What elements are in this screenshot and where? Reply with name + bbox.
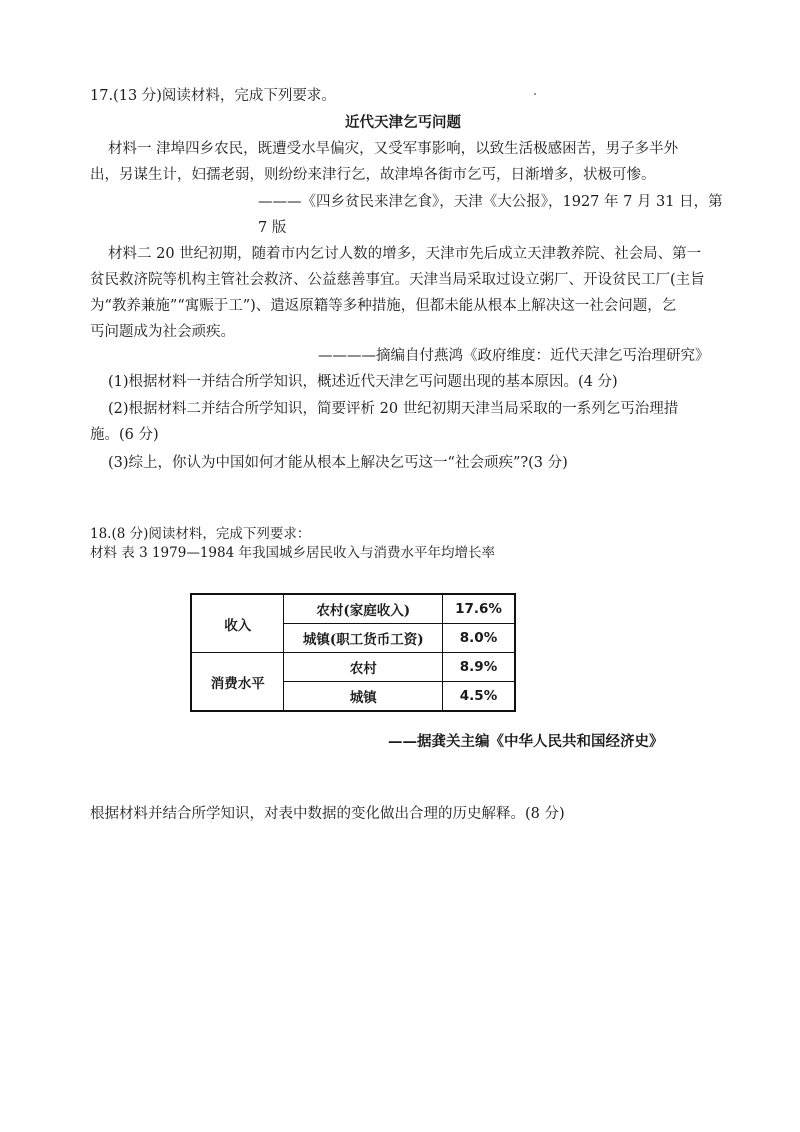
material-1-source-line-1: ———《四乡贫民来津乞食》，天津《大公报》，1927 年 7 月 31 日，第 (258, 194, 723, 210)
scan-speck (534, 93, 536, 95)
row-value-urban-consumption: 4.5% (443, 682, 515, 712)
q17-subquestion-2-line-1: (2)根据材料二并结合所学知识，简要评析 20 世纪初期天津当局采取的一系列乞丐治理措 (108, 401, 679, 417)
material-2-source: ————摘编自付燕鸿《政府维度：近代天津乞丐治理研究》 (318, 348, 710, 364)
q18-header: 18.(8 分)阅读材料，完成下列要求： (90, 526, 311, 542)
row-label-urban-wage: 城镇(职工货币工资) (284, 624, 443, 653)
row-label-rural-income: 农村(家庭收入) (284, 594, 443, 624)
row-value-urban-wage: 8.0% (443, 624, 515, 653)
material-1-source-line-2: 7 版 (258, 220, 287, 236)
consumption-category-cell: 消费水平 (191, 653, 284, 712)
table-row (191, 594, 515, 624)
material-1-line-1: 材料一 津埠四乡农民，既遭受水旱偏灾，又受军事影响，以致生活极感困苦，男子多半外 (108, 141, 679, 157)
material-2-line-2: 贫民救济院等机构主管社会救济、公益慈善事宜。天津当局采取过设立粥厂、开设贫民工厂(主旨 (90, 272, 705, 288)
material-2-line-4: 丐问题成为社会顽疾。 (90, 324, 235, 340)
growth-rate-table (190, 593, 516, 712)
q18-source: ——据龚关主编《中华人民共和国经济史》 (388, 733, 664, 750)
material-2-line-1: 材料二 20 世纪初期，随着市内乞讨人数的增多，天津市先后成立天津教养院、社会局、第一 (108, 246, 702, 262)
q18-question: 根据材料并结合所学知识，对表中数据的变化做出合理的历史解释。(8 分) (90, 806, 565, 822)
q17-subquestion-1: (1)根据材料一并结合所学知识，概述近代天津乞丐问题出现的基本原因。(4 分) (108, 374, 618, 390)
row-value-rural-consumption: 8.9% (443, 653, 515, 682)
q17-subquestion-3: (3)综上，你认为中国如何才能从根本上解决乞丐这一“社会顽疾”?(3 分) (108, 455, 568, 471)
q18-table-caption: 材料 表 3 1979—1984 年我国城乡居民收入与消费水平年均增长率 (90, 545, 495, 561)
row-label-urban-consumption: 城镇 (284, 682, 443, 712)
row-value-rural-income: 17.6% (443, 594, 515, 624)
q17-title: 近代天津乞丐问题 (345, 114, 461, 131)
q17-header: 17.(13 分)阅读材料，完成下列要求。 (90, 88, 336, 104)
table-row (191, 653, 515, 682)
material-2-line-3: 为“教养兼施”“寓赈于工”)、遣返原籍等多种措施，但都未能从根本上解决这一社会问题，乞 (90, 298, 677, 314)
q17-subquestion-2-line-2: 施。(6 分) (90, 427, 159, 443)
row-label-rural-consumption: 农村 (284, 653, 443, 682)
material-1-line-2: 出，另谋生计，妇孺老弱，则纷纷来津行乞，故津埠各街市乞丐，日渐增多，状极可惨。 (90, 167, 656, 183)
income-category-cell: 收入 (191, 594, 284, 653)
